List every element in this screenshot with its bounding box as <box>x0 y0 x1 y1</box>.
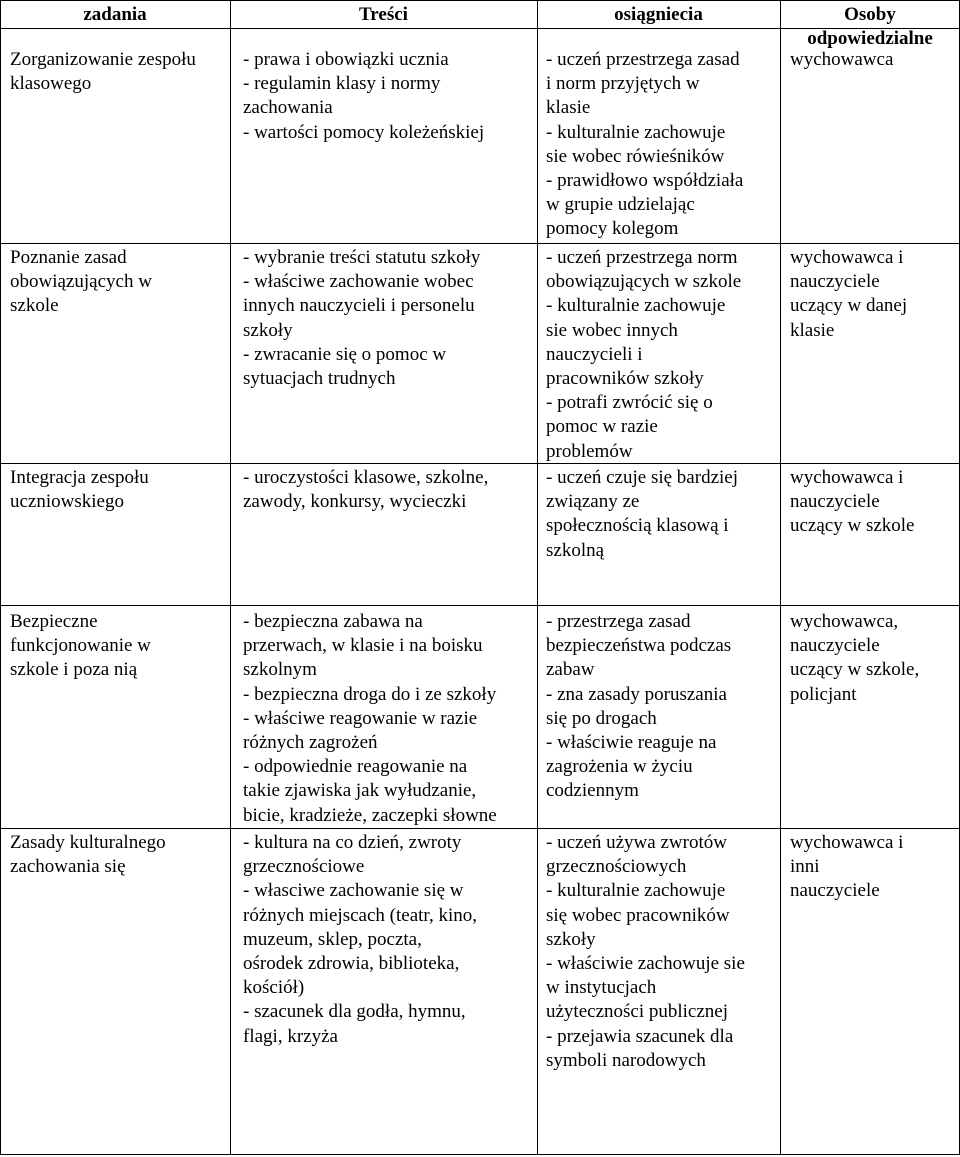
task-cell <box>10 831 166 879</box>
cell-line: klasowego <box>10 73 92 95</box>
task-cell <box>10 48 196 96</box>
content-cell <box>243 48 484 145</box>
header-persons <box>780 3 960 51</box>
cell-line: uczący w danej <box>790 295 908 317</box>
cell-line: ośrodek zdrowia, biblioteka, <box>243 953 460 975</box>
cell-line: uczący w szkole, <box>790 659 920 681</box>
cell-line: klasie <box>546 97 591 119</box>
cell-line: wychowawca, <box>790 611 899 632</box>
cell-line: pomoc w razie <box>546 416 658 438</box>
cell-line: - bezpieczna zabawa na <box>243 611 423 632</box>
persons-cell <box>790 610 919 707</box>
cell-line: sie wobec rówieśników <box>546 145 725 167</box>
cell-line: nauczyciele <box>790 271 880 293</box>
cell-line: Zasady kulturalnego <box>10 832 166 853</box>
row-divider <box>0 828 960 829</box>
cell-line: funkcjonowanie w <box>10 635 151 657</box>
cell-line: nauczyciele <box>790 880 880 902</box>
persons-cell <box>790 246 907 343</box>
cell-line: Bezpieczne <box>10 611 98 632</box>
cell-line: policjant <box>790 683 857 705</box>
cell-line: sie wobec innych <box>546 319 678 341</box>
cell-line: - właściwe zachowanie wobec <box>243 271 474 293</box>
cell-line: szkolną <box>546 539 605 561</box>
achievements-cell <box>546 48 743 242</box>
cell-line: pomocy kolegom <box>546 218 679 240</box>
cell-line: - właściwie reaguje na <box>546 732 717 754</box>
cell-line: - zna zasady poruszania <box>546 683 727 705</box>
cell-line: społecznością klasową i <box>546 515 729 537</box>
cell-line: przerwach, w klasie i na boisku <box>243 635 483 657</box>
cell-line: się po drogach <box>546 707 657 729</box>
cell-line: grzecznościowych <box>546 856 687 878</box>
cell-line: - własciwe zachowanie się w <box>243 880 464 902</box>
cell-line: - właściwe reagowanie w razie <box>243 707 478 729</box>
header-tasks: zadania <box>83 4 147 25</box>
header-persons-line1: Osoby <box>844 4 896 25</box>
cell-line: grzecznościowe <box>243 856 365 878</box>
cell-line: innych nauczycieli i personelu <box>243 295 475 317</box>
cell-line: Integracja zespołu <box>10 467 149 488</box>
cell-line: związany ze <box>546 491 640 513</box>
cell-line: użyteczności publicznej <box>546 1001 729 1023</box>
cell-line: wychowawca i <box>790 247 904 268</box>
section-divider <box>0 605 960 606</box>
cell-line: - właściwie zachowuje sie <box>546 953 745 975</box>
cell-line: zachowania się <box>10 856 126 878</box>
cell-line: uczący w szkole <box>790 515 915 537</box>
cell-line: zagrożenia w życiu <box>546 756 693 778</box>
table-border-bottom <box>0 1154 960 1155</box>
cell-line: - przestrzega zasad <box>546 611 691 632</box>
cell-line: nauczyciele <box>790 635 880 657</box>
cell-line: - bezpieczna droga do i ze szkoły <box>243 683 497 705</box>
persons-cell <box>790 48 893 72</box>
cell-line: flagi, krzyża <box>243 1025 338 1047</box>
cell-line: - uczeń czuje się bardziej <box>546 467 738 488</box>
cell-line: różnych zagrożeń <box>243 732 378 754</box>
cell-line: obowiązujących w szkole <box>546 271 742 293</box>
cell-line: bicie, kradzieże, zaczepki słowne <box>243 804 497 826</box>
cell-line: zabaw <box>546 659 595 681</box>
header-achievements: osiągniecia <box>614 4 703 25</box>
cell-line: wychowawca <box>790 49 894 70</box>
cell-line: - uczeń przestrzega norm <box>546 247 738 268</box>
cell-line: - prawa i obowiązki ucznia <box>243 49 449 70</box>
cell-line: zawody, konkursy, wycieczki <box>243 491 467 513</box>
cell-line: wychowawca i <box>790 832 904 853</box>
cell-line: problemów <box>546 440 633 462</box>
cell-line: - uczeń używa zwrotów <box>546 832 727 853</box>
col-border-left <box>0 0 1 1155</box>
cell-line: w instytucjach <box>546 977 657 999</box>
cell-line: - kulturalnie zachowuje <box>546 880 726 902</box>
cell-line: - wartości pomocy koleżeńskiej <box>243 121 485 143</box>
achievements-cell <box>546 246 741 464</box>
cell-line: - zwracanie się o pomoc w <box>243 343 447 365</box>
cell-line: różnych miejscach (teatr, kino, <box>243 904 478 926</box>
task-cell <box>10 246 152 319</box>
cell-line: - kultura na co dzień, zwroty <box>243 832 462 853</box>
cell-line: takie zjawiska jak wyłudzanie, <box>243 780 477 802</box>
cell-line: uczniowskiego <box>10 491 124 513</box>
cell-line: klasie <box>790 319 835 341</box>
task-cell <box>10 466 149 514</box>
cell-line: zachowania <box>243 97 333 119</box>
cell-line: symboli narodowych <box>546 1049 706 1071</box>
cell-line: muzeum, sklep, poczta, <box>243 928 422 950</box>
cell-line: nauczyciele <box>790 491 880 513</box>
cell-line: szkoły <box>243 319 293 341</box>
content-cell <box>243 831 477 1049</box>
cell-line: pracowników szkoły <box>546 368 704 390</box>
cell-line: w grupie udzielając <box>546 194 695 216</box>
achievements-cell <box>546 610 731 804</box>
cell-line: - uroczystości klasowe, szkolne, <box>243 467 489 488</box>
cell-line: - przejawia szacunek dla <box>546 1025 734 1047</box>
cell-line: szkole i poza nią <box>10 659 138 681</box>
content-cell <box>243 610 497 828</box>
persons-cell <box>790 466 915 539</box>
cell-line: inni <box>790 856 820 878</box>
cell-line: szkoły <box>546 928 596 950</box>
content-cell <box>243 246 480 391</box>
cell-line: Zorganizowanie zespołu <box>10 49 196 70</box>
row-divider <box>0 243 960 244</box>
task-cell <box>10 610 151 683</box>
cell-line: sytuacjach trudnych <box>243 368 396 390</box>
cell-line: bezpieczeństwa podczas <box>546 635 732 657</box>
cell-line: - kulturalnie zachowuje <box>546 121 726 143</box>
cell-line: - regulamin klasy i normy <box>243 73 441 95</box>
row-divider <box>0 463 960 464</box>
cell-line: kościół) <box>243 977 305 999</box>
content-cell <box>243 466 488 514</box>
table-border-top <box>0 0 960 1</box>
cell-line: szkolnym <box>243 659 317 681</box>
cell-line: obowiązujących w <box>10 271 152 293</box>
header-content: Treści <box>359 4 408 25</box>
cell-line: codziennym <box>546 780 639 802</box>
col-divider <box>230 0 231 1155</box>
cell-line: Poznanie zasad <box>10 247 127 268</box>
cell-line: - kulturalnie zachowuje <box>546 295 726 317</box>
cell-line: - szacunek dla godła, hymnu, <box>243 1001 466 1023</box>
cell-line: - prawidłowo współdziała <box>546 170 744 192</box>
cell-line: się wobec pracowników <box>546 904 730 926</box>
achievements-cell <box>546 831 745 1073</box>
cell-line: - odpowiednie reagowanie na <box>243 756 468 778</box>
cell-line: - wybranie treści statutu szkoły <box>243 247 481 268</box>
achievements-cell <box>546 466 738 563</box>
cell-line: nauczycieli i <box>546 343 643 365</box>
header-persons-line2: odpowiedzialne <box>807 28 933 49</box>
persons-cell <box>790 831 903 904</box>
cell-line: i norm przyjętych w <box>546 73 700 95</box>
col-divider <box>537 0 538 1155</box>
cell-line: szkole <box>10 295 59 317</box>
cell-line: - potrafi zwrócić się o <box>546 392 713 414</box>
cell-line: wychowawca i <box>790 467 904 488</box>
cell-line: - uczeń przestrzega zasad <box>546 49 740 70</box>
col-divider <box>780 0 781 1155</box>
